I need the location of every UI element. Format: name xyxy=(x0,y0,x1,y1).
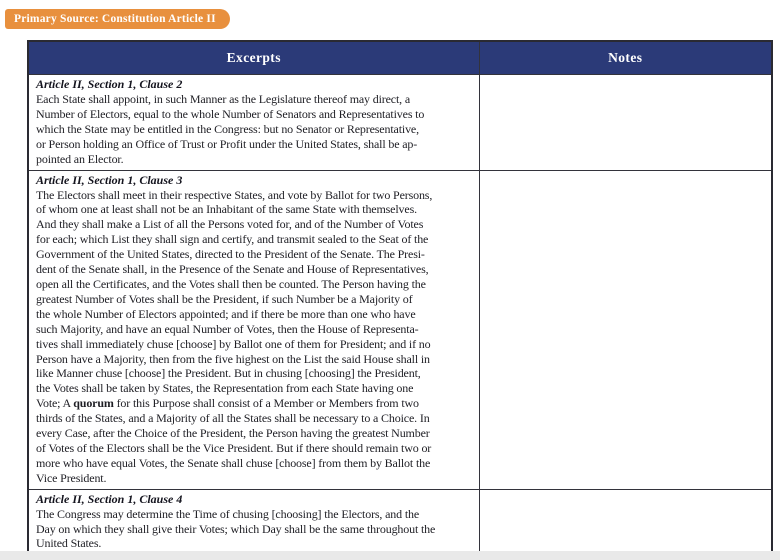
excerpt-line: Government of the United States, directed to the President of the Senate. The Presi- xyxy=(36,247,425,262)
excerpt-line: greatest Number of Votes shall be the President, if such Number be a Majority of xyxy=(36,291,413,306)
column-header-notes: Notes xyxy=(479,41,772,75)
notes-cell xyxy=(479,489,772,555)
table-row xyxy=(28,170,772,489)
table-row xyxy=(28,489,772,555)
excerpt-cell xyxy=(28,170,479,489)
table-header-row xyxy=(28,41,772,75)
excerpt-line: like Manner chuse [choose] the President. But in chusing [choosing] the President, xyxy=(36,366,421,381)
notes-cell xyxy=(479,170,772,489)
excerpt-line: such Majority, and have an equal Number of Votes, then the House of Representa- xyxy=(36,321,419,336)
excerpt-line: of Votes of the Electors shall be the Vice President. But if there should remain two or xyxy=(36,440,432,455)
excerpt-line: Person have a Majority, then from the five highest on the List the said House shall in xyxy=(36,351,430,366)
notes-cell xyxy=(479,75,772,171)
page-bottom-edge xyxy=(0,551,780,560)
excerpt-cell xyxy=(28,75,479,171)
excerpt-line: pointed an Elector. xyxy=(36,151,124,166)
excerpt-line: The Electors shall meet in their respective States, and vote by Ballot for two Persons, xyxy=(36,187,433,202)
excerpt-cell xyxy=(28,489,479,555)
excerpt-line: Each State shall appoint, in such Manner as the Legislature thereof may direct, a xyxy=(36,92,411,106)
clause-heading: Article II, Section 1, Clause 4 xyxy=(36,491,183,506)
excerpt-line: Day on which they shall give their Votes; which Day shall be the same throughout the xyxy=(36,521,436,536)
excerpt-line: And they shall make a List of all the Persons voted for, and of the Number of Votes xyxy=(36,217,424,232)
excerpt-line: or Person holding an Office of Trust or Profit under the United States, shall be ap- xyxy=(36,136,418,151)
excerpt-line: tives shall immediately chuse [choose] by Ballot one of them for President; and if no xyxy=(36,336,431,351)
excerpt-line: open all the Certificates, and the Votes shall then be counted. The Person having the xyxy=(36,276,426,291)
clause-heading: Article II, Section 1, Clause 3 xyxy=(36,172,183,187)
excerpts-notes-table xyxy=(27,40,773,556)
excerpt-line: every Case, after the Choice of the President, the Person having the greatest Number xyxy=(36,426,430,441)
excerpt-line: dent of the Senate shall, in the Presence of the Senate and House of Representatives, xyxy=(36,262,429,277)
table-body xyxy=(28,75,772,556)
excerpt-line: United States. xyxy=(36,536,102,551)
excerpt-line: which the State may be entitled in the Congress: but no Senator or Representative, xyxy=(36,121,419,136)
excerpt-line: Vice President. xyxy=(36,470,107,485)
excerpt-line: of whom one at least shall not be an Inhabitant of the same State with themselves. xyxy=(36,202,417,217)
excerpt-line: Vote; A quorum for this Purpose shall consist of a Member or Members from two xyxy=(36,396,419,411)
column-header-excerpts: Excerpts xyxy=(28,41,479,75)
excerpt-line: the whole Number of Electors appointed; and if there be more than one who have xyxy=(36,306,416,321)
excerpt-line: the Votes shall be taken by States, the Representation from each State having one xyxy=(36,381,414,396)
excerpt-line: Number of Electors, equal to the whole Number of Senators and Representatives to xyxy=(36,106,425,121)
primary-source-badge: Primary Source: Constitution Article II xyxy=(5,9,230,29)
table-row xyxy=(28,75,772,171)
excerpt-line: thirds of the States, and a Majority of all the States shall be necessary to a Choice. In xyxy=(36,411,430,426)
excerpt-line: more who have equal Votes, the Senate shall chuse [choose] from them by Ballot the xyxy=(36,455,431,470)
excerpt-line: for each; which List they shall sign and certify, and transmit sealed to the Seat of the xyxy=(36,232,429,247)
clause-heading: Article II, Section 1, Clause 2 xyxy=(36,77,183,91)
excerpt-line: The Congress may determine the Time of chusing [choosing] the Electors, and the xyxy=(36,506,420,521)
